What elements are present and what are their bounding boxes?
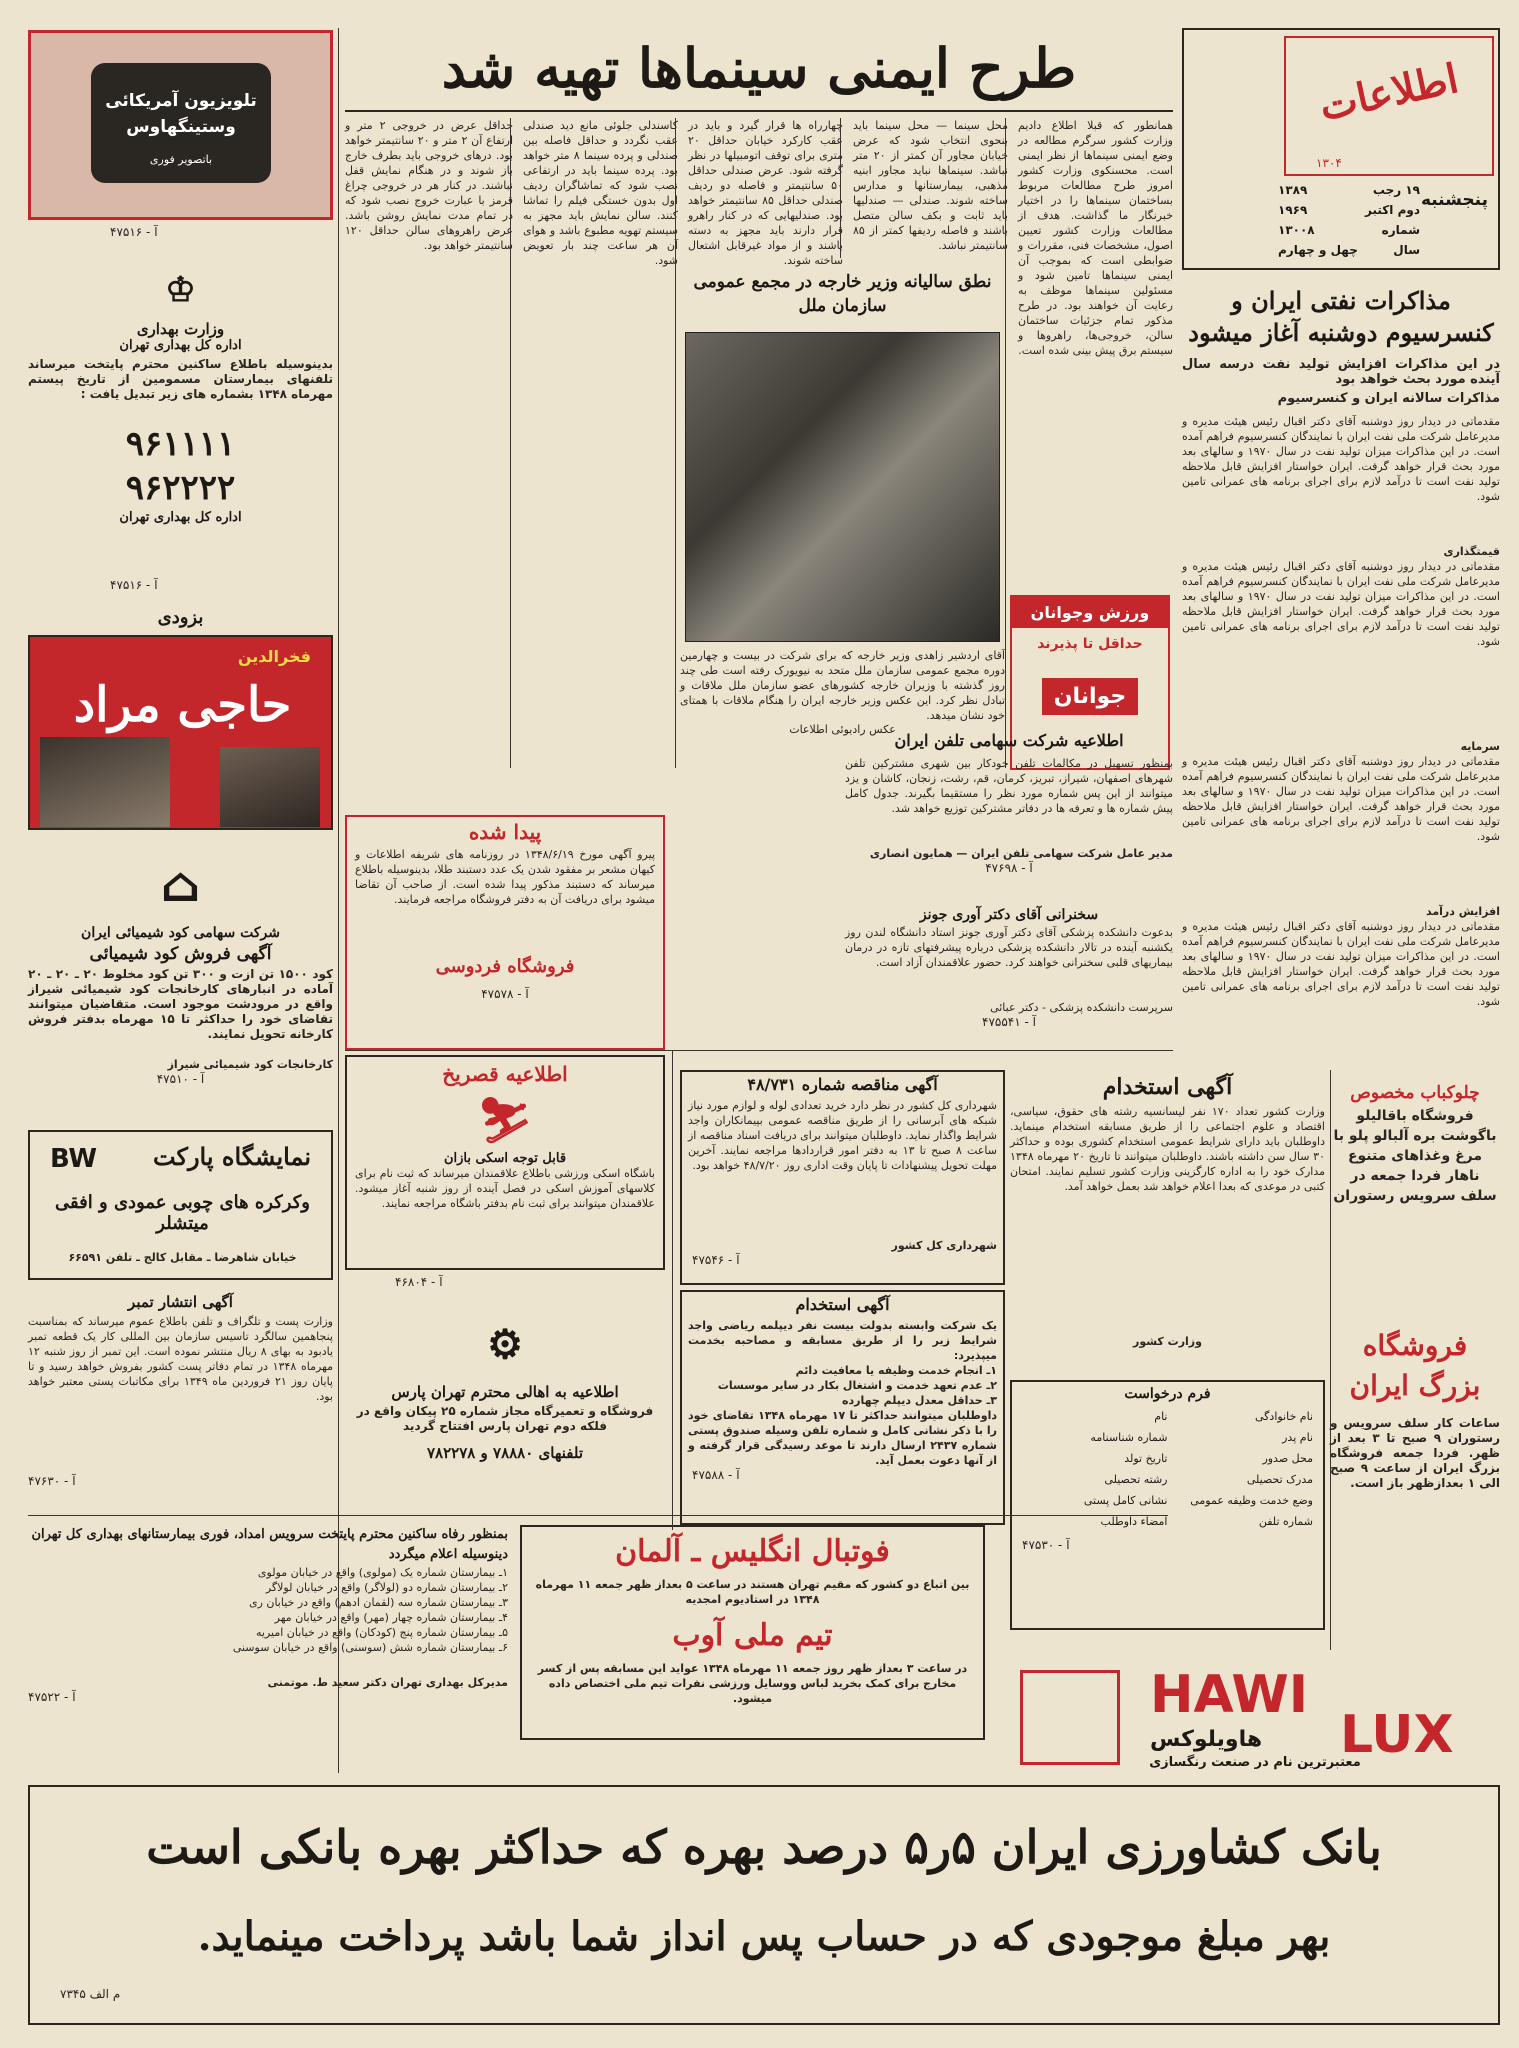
oil-body: مقدماتی در دیدار روز دوشنبه آقای دکتر اقبال رئیس هیئت مدیره و مدیرعامل شرکت ملی نفت ایران با نمایندگان کنسرسیوم فراهم آمده است. در این مذاکرات میزان تولید نفت در سال ۱۹۷۰ و سالهای بعد مورد بحث قرار خواهد گرفت. ایران خواستار افزایش قابل ملاحظه تولید نفت است تا درآمد لازم برای اجرای برنامه های عمرانی تامین شود. <box>1182 560 1500 648</box>
food-title: چلوکباب مخصوص <box>1350 1083 1480 1103</box>
sports-title: ورزش وجوانان <box>1012 597 1168 628</box>
bank-line-2: بهر مبلغ موجودی که در حساب پس انداز شما باشد پرداخت مینماید. <box>197 1913 1331 1960</box>
bank-line-1: بانک کشاورزی ایران ۵ر۵ درصد بهره که حداکثر بهره بانکی است <box>146 1820 1382 1874</box>
lost-body: پیرو آگهی مورخ ۱۳۴۸/۶/۱۹ در روزنامه های شریفه اطلاعات و کیهان مشعر بر مفقود شدن یک عدد دستبند طلا، بدینوسیله باطلاع میرساند که دستبند مذکور پیدا شده است. از صاحب آن تقاضا میشود برای دریافت آن به دفتر فروشگاه مراجعه فرمایند. <box>355 848 656 906</box>
ministry-office: اداره کل بهداری تهران <box>119 338 242 353</box>
hospitals-notice <box>28 1525 508 1745</box>
ski-title: اطلاعیه قصریخ <box>442 1062 568 1086</box>
hospital-item: ۱ـ بیمارستان شماره یک (مولوی) واقع در خیابان مولوی <box>257 1566 508 1579</box>
bank-banner <box>28 1785 1500 2025</box>
tv-ad <box>28 30 333 220</box>
hospital-item: ۲ـ بیمارستان شماره دو (لولاگر) واقع در خیابان لولاگر <box>265 1581 508 1594</box>
chem-company: شرکت سهامی کود شیمیائی ایران <box>81 925 280 941</box>
football-text: بین اتباع دو کشور که مقیم تهران هستند در ساعت ۵ بعداز ظهر جمعه ۱۱ مهرماه ۱۳۴۸ در استادیوم امجدیه <box>535 1578 970 1606</box>
photo-headline: نطق سالیانه وزیر خارجه در مجمع عمومی سازمان ملل <box>693 272 992 316</box>
photo-section <box>680 270 1005 740</box>
speech-body: بدعوت دانشکده پزشکی آقای دکتر آوری جونز استاد دانشگاه لندن روز یکشنبه آینده در تالار دانشکده پزشکی درباره پیشرفتهای تازه در درمان بیماریهای قلبی سخنرانی خواهند کرد. حضور علاقمندان آزاد است. <box>845 926 1173 969</box>
form-field[interactable]: نام <box>1154 1410 1168 1423</box>
cinema-col: کاسندلی جلوئی مانع دید صندلی عقب نگردد و حداقل فاصله بین صندلی و پرده سینما ۸ متر خواهد بود. پرده سینما باید در ارتفاعی نصب شود که تماشاگران ردیف اول بدون خستگی فیلم را تماشا کنند. سالن نمایش باید مجهز به سیستم تهویه مطبوع باشد و هوای آن هر ساعت چند بار تعویض شود. <box>523 119 678 267</box>
telephone-notice <box>845 730 1173 900</box>
hawilux-brand-2: LUX <box>1340 1705 1454 1765</box>
telephone-sign: مدیر عامل شرکت سهامی تلفن ایران — همایون انصاری <box>869 847 1173 860</box>
form-field[interactable]: نام خانوادگی <box>1255 1410 1313 1423</box>
film-title: حاجی مراد <box>73 677 292 733</box>
lost-found-ad <box>345 815 665 1050</box>
hire1-title: آگهی استخدام <box>1102 1074 1233 1100</box>
form-field[interactable]: وضع خدمت وظیفه عمومی <box>1190 1494 1313 1507</box>
hospital-item: ۳ـ بیمارستان شماره سه (لقمان ادهم) واقع در خیابان ری <box>248 1596 508 1609</box>
hospitals-title: بمنظور رفاه ساکنین محترم پایتخت سرویس امداد، فوری بیمارستانهای بهداری کل تهران دینوسیله اعلام میگردد <box>31 1527 508 1562</box>
parquet-ad <box>28 1130 333 1280</box>
oil-subhead: افزایش درآمد <box>1425 905 1500 918</box>
oil-bullet: مذاکرات سالانه ایران و کنسرسیوم <box>1277 391 1500 406</box>
form-field[interactable]: نشانی کامل پستی <box>1083 1494 1168 1507</box>
sports-line: جوانان <box>1042 678 1138 715</box>
hawilux-fa: هاویلوکس <box>1150 1727 1263 1752</box>
oil-subhead: سرمایه <box>1460 740 1500 753</box>
sports-line: حداقل تا پذیرند <box>1037 636 1143 652</box>
chem-sign: کارخانجات کود شیمیائی شیراز <box>167 1058 333 1071</box>
ministry-code: آ - ۴۷۵۱۶ <box>110 578 158 592</box>
lost-title: پیدا شده <box>468 820 542 844</box>
fertilizer-ad <box>28 845 333 1115</box>
stamp-notice <box>28 1290 333 1500</box>
pars-phones: تلفنهای ۷۸۸۸۰ و ۷۸۲۲۷۸ <box>426 1444 584 1462</box>
store-name: فروشگاه بزرگ ایران <box>1349 1329 1481 1402</box>
masthead <box>1182 28 1500 270</box>
parquet-address: خیابان شاهرضا ـ مقابل کالج ـ تلفن ۶۶۵۹۱ <box>68 1251 297 1264</box>
pars-body: فروشگاه و تعمیرگاه مجاز شماره ۲۵ پیکان واقع در فلکه دوم تهران پارس افتتاح گردید <box>356 1404 654 1433</box>
tv-title: تلویزیون آمریکائی وستینگهاوس <box>105 91 257 137</box>
hawilux-brand: HAWI <box>1150 1665 1309 1725</box>
phone-number: ۹۶۲۲۲۲ <box>125 468 236 508</box>
tv-subtitle: باتصویر فوری <box>149 153 213 166</box>
hawilux-ad <box>1010 1665 1500 1775</box>
form-field[interactable]: شماره شناسنامه <box>1090 1431 1168 1444</box>
hire2-item: ۱ـ انجام خدمت وظیفه یا معافیت دائم <box>795 1364 997 1377</box>
chem-body: کود ۱۵۰۰ تن ازت و ۳۰۰ تن کود مخلوط ۲۰ ـ ۲۰ ـ ۲۰ آماده در انبارهای کارخانجات کود شیمیائی شیراز واقع در مرودشت موجود است. متقاضیان میتوانند تقاضای خود را حداکثر تا ۱۵ مهرماه بدفتر فروش کارخانه تحویل نمایند. <box>28 967 334 1041</box>
masthead-weekday: پنجشنبه <box>1420 190 1488 210</box>
tender-code: آ - ۴۷۵۴۶ <box>692 1253 740 1267</box>
tender-notice <box>680 1070 1005 1285</box>
form-field[interactable]: محل صدور <box>1262 1452 1313 1465</box>
tender-sign: شهرداری کل کشور <box>891 1239 997 1252</box>
oil-body: مقدماتی در دیدار روز دوشنبه آقای دکتر اقبال رئیس هیئت مدیره و مدیرعامل شرکت ملی نفت ایران با نمایندگان کنسرسیوم فراهم آمده است. در این مذاکرات میزان تولید نفت در سال ۱۹۷۰ و سالهای بعد مورد بحث قرار خواهد گرفت. ایران خواستار افزایش قابل ملاحظه تولید نفت است تا درآمد لازم برای اجرای برنامه های عمرانی تامین شود. <box>1182 755 1500 843</box>
hospitals-code: آ - ۴۷۵۲۲ <box>28 1690 76 1704</box>
hire2-item: ۳ـ حداقل معدل دیپلم چهارده <box>842 1394 997 1407</box>
oil-bullet: در این مذاکرات افزایش تولید نفت درسه سال آینده مورد بحث خواهد بود <box>1182 357 1500 387</box>
application-form <box>1010 1380 1325 1630</box>
form-field[interactable]: مدرک تحصیلی <box>1246 1473 1313 1486</box>
ski-notice <box>345 1055 665 1270</box>
food-body: فروشگاه باقالیلو باگوشت بره آلبالو پلو با مرغ وغذاهای متنوع ناهار فردا جمعه در سلف سرویس رستوران <box>1333 1108 1497 1204</box>
date-row: شماره ۱۳۰۰۸ <box>1278 223 1420 237</box>
film-ad <box>28 605 333 830</box>
hawilux-tagline: معتبرترین نام در صنعت رنگسازی <box>1149 1755 1361 1770</box>
form-title: فرم درخواست <box>1124 1386 1211 1402</box>
speech-code: آ - ۴۷۵۵۴۱ <box>982 1015 1036 1029</box>
hire2-title: آگهی استخدام <box>795 1295 890 1314</box>
film-poster <box>28 635 333 830</box>
chem-code: آ - ۴۷۵۱۰ <box>156 1072 205 1086</box>
bank-code: م الف ۷۳۴۵ <box>60 1987 121 2001</box>
main-headline-box <box>345 28 1173 108</box>
ministry-body: بدینوسیله باطلاع ساکنین محترم پایتخت میرساند تلفنهای بیمارستان مسمومین از تاریخ پیستم مهرماه ۱۳۴۸ بشماره های زیر تبدیل یافت : <box>28 357 333 401</box>
lost-code: آ - ۴۷۵۷۸ <box>481 987 529 1001</box>
logo-year: ۱۳۰۴ <box>1316 156 1342 170</box>
football-ad <box>520 1525 985 1740</box>
hire2-intro: یک شرکت وابسته بدولت بیست نفر دیپلمه ریاضی واجد شرایط زیر را از طریق مسابقه و مصاحبه بخدمت میپذیرد: <box>688 1319 997 1362</box>
ski-subtitle: قابل توجه اسکی بازان <box>443 1151 567 1166</box>
date-row: ۱۹ رجب ۱۳۸۹ <box>1278 183 1420 197</box>
hire1-body: وزارت کشور تعداد ۱۷۰ نفر لیسانسیه رشته های حقوق، سیاسی، اقتصاد و علوم اجتماعی را از طریق مسابقه استخدام مینماید. داوطلبان باید دارای شرایط عمومی استخدام کشوری بوده و حداکثر ۳۰ سال سن داشته باشند. داوطلبان میتوانند تا تاریخ ۲۰ مهرماه ۱۳۴۸ مدارک خود را به اداره کارگزینی وزارت کشور تسلیم نمایند. امتحان کتبی در موعدی که بعدا اعلام خواهد شد بعمل خواهد آمد. <box>1010 1105 1325 1193</box>
film-soon: بزودی <box>157 607 204 628</box>
hire-notice-1 <box>1010 1070 1325 1370</box>
oil-title: مذاکرات نفتی ایران و کنسرسیوم دوشنبه آغاز میشود <box>1188 286 1494 347</box>
pars-notice <box>345 1310 665 1510</box>
hire-notice-2 <box>680 1290 1005 1525</box>
cinema-col: همانطور که قبلا اطلاع دادیم وزارت کشور سرگرم مطالعه در وضع ایمنی سینماها از نظر ایمنی است. محسنکوی وزارت کشور امروز طرح مطالعات مربوط بساختمان سینماها را در اختیار خبرنگار ما گذاشت. هدف از مطالعات وزارت کشور تعیین اصول، مشخصات فنی، مقررات و ضوابطی است که بموجب آن ایمنی سینماها تامین شود و مسئولین سینماها موظف به رعایت آن خواهند بود. در طرح مذکور تمام جزئیات ساختمان سالن، خروجی‌ها، راهروها و سیستم برق پیش بینی شده است. <box>1018 119 1173 357</box>
hospital-item: ۶ـ بیمارستان شماره شش (سوسنی) واقع در خیابان سوسنی <box>232 1641 508 1654</box>
football-title-2: تیم ملی آوب <box>672 1618 833 1653</box>
form-field[interactable]: تاریخ تولد <box>1124 1452 1168 1465</box>
parquet-sub: وکرکره های چوبی عمودی و افقی میتشلر <box>55 1192 310 1234</box>
date-row: دوم اکتبر ۱۹۶۹ <box>1278 203 1420 217</box>
speech-sign: سرپرست دانشکده پزشکی - دکتر عبائی <box>990 1001 1173 1014</box>
chem-title: آگهی فروش کود شیمیائی <box>89 944 272 964</box>
car-logo-icon: ⚙ <box>487 1321 523 1368</box>
cinema-col: چهارراه ها قرار گیرد و باید در عقب کارکرد خیابان حداقل ۲۰ متری برای توقف اتومبیلها در نظر گرفته شود. عرض صندلی حداقل ۵۰ سانتیمتر و فاصله دو ردیف صندلی حداقل ۸۵ سانتیمتر خواهد بود. صندلیهایی که در کنار راهرو قرار دارند باید مجهز به دسته باشند و از مواد غیرقابل اشتعال ساخته شوند. <box>688 119 843 267</box>
form-field[interactable]: نام پدر <box>1282 1431 1313 1444</box>
tv-code: آ - ۴۷۵۱۶ <box>110 225 158 239</box>
form-code: آ - ۴۷۵۳۰ <box>1022 1538 1070 1552</box>
factory-icon: ⌂ <box>160 857 201 913</box>
stamp-title: آگهی انتشار تمبر <box>128 1293 233 1311</box>
hospital-item: ۴ـ بیمارستان شماره چهار (مهر) واقع در خیابان مهر <box>274 1611 508 1624</box>
oil-body: مقدماتی در دیدار روز دوشنبه آقای دکتر اقبال رئیس هیئت مدیره و مدیرعامل شرکت ملی نفت ایران با نمایندگان کنسرسیوم فراهم آمده است. در این مذاکرات میزان تولید نفت در سال ۱۹۷۰ و سالهای بعد مورد بحث قرار خواهد گرفت. ایران خواستار افزایش قابل ملاحظه تولید نفت است تا درآمد لازم برای اجرای برنامه های عمرانی تامین شود. <box>1182 415 1500 503</box>
skier-icon: ⛷ <box>477 1095 533 1146</box>
ministry-name: وزارت بهداری <box>136 320 225 338</box>
telephone-title: اطلاعیه شرکت سهامی تلفن ایران <box>894 731 1124 750</box>
pars-title: اطلاعیه به اهالی محترم تهران پارس <box>391 1383 619 1401</box>
football-text: در ساعت ۳ بعداز ظهر روز جمعه ۱۱ مهرماه ۱۳۴۸ عواید این مسابقه پس از کسر مخارج برای کمک بخرید لباس ووسایل ورزشی نفرات تیم ملی اختصاص داده میشود. <box>537 1662 968 1705</box>
masthead-dates <box>1274 180 1424 260</box>
film-actor: فخرالدین <box>237 647 311 666</box>
newspaper-logo: اطلاعات <box>1315 54 1463 131</box>
emblem-icon: ♔ <box>165 270 196 310</box>
store-hours: ساعات کار سلف سرویس و رستوران ۹ صبح تا ۳ بعد از ظهر. فردا جمعه فروشگاه بزرگ ایران از ساعت ۹ صبح الی ۱ بعدازظهر باز است. <box>1330 1416 1501 1490</box>
foreign-minister-photo <box>685 332 1000 642</box>
logo-box <box>1284 36 1494 176</box>
photo-source: عکس رادیوئی اطلاعات <box>789 723 896 736</box>
oil-subhead: قیمتگذاری <box>1443 545 1500 558</box>
tender-title: آگهی مناقصه شماره ۴۸/۷۳۱ <box>747 1075 938 1094</box>
speech-notice <box>845 905 1173 1040</box>
football-title: فوتبال انگلیس ـ آلمان <box>615 1534 890 1569</box>
date-row: سال چهل و چهارم <box>1278 243 1420 257</box>
parquet-brand: BW <box>50 1144 98 1174</box>
lost-sign: فروشگاه فردوسی <box>435 956 575 977</box>
main-headline: طرح ایمنی سینماها تهیه شد <box>441 36 1077 100</box>
hire2-outro: داوطلبان میتوانند حداکثر تا ۱۷ مهرماه ۱۳۴۸ تقاضای خود را با ذکر نشانی کامل و شماره تلفن وسیله صندوق پستی شماره ۲۴۳۷ ارسال دارند تا موعد رسیدگی قرار گرفته و از آنها دعوت بعمل آید. <box>688 1409 997 1467</box>
hospitals-sign: مدیرکل بهداری تهران دکتر سعید ط. موتمنی <box>267 1676 508 1689</box>
ministry-sign: اداره کل بهداری تهران <box>119 510 242 525</box>
speech-title: سخنرانی آقای دکتر آوری جونز <box>919 907 1099 923</box>
phone-number: ۹۶۱۱۱۱ <box>125 424 236 464</box>
hire2-code: آ - ۴۷۵۸۸ <box>692 1468 740 1482</box>
store-ad <box>1330 1080 1500 1640</box>
ski-code: آ - ۴۶۸۰۴ <box>395 1275 443 1289</box>
hire1-sign: وزارت کشور <box>1133 1335 1202 1348</box>
hawilux-logo <box>1020 1670 1120 1765</box>
telephone-body: بمنظور تسهیل در مکالمات تلفن خودکار بین شهری مشترکین تلفن شهرهای اصفهان، شیراز، تبریز، کرمان، قم، رشت، زنجان، کاشان و یزد میتوانند از این پس شماره مورد نظر را مستقیما بگیرند. جدول کامل پیش شماره ها و تعرفه ها در دفاتر مشترکین توزیع خواهد شد. <box>845 757 1173 815</box>
photo-body: آقای اردشیر زاهدی وزیر خارجه که برای شرکت در بیست و چهارمین دوره مجمع عمومی سازمان ملل متحد به نیویورک رفته است طی چند روز گذشته با وزیران خارجه کشورهای عضو سازمان ملل ملاقات و تبادل نظر کرد. این عکس وزیر خارجه ایران را هنگام ملاقات با همتای خود نشان میدهد. <box>680 649 1005 722</box>
tender-body: شهرداری کل کشور در نظر دارد خرید تعدادی لوله و لوازم مورد نیاز شبکه های آبرسانی را از طریق مناقصه عمومی بپیمانکاران واجد شرایط واگذار نماید. داوطلبان میتوانند برای دریافت اسناد مناقصه از ساعت ۸ صبح تا ۱۳ به دفتر امور قراردادها مراجعه نمایند. آخرین مهلت تحویل پیشنهادات تا پایان وقت اداری روز ۴۸/۷/۲۰ خواهد بود. <box>688 1099 997 1172</box>
stamp-body: وزارت پست و تلگراف و تلفن باطلاع عموم میرساند که بمناسبت پنجاهمین سالگرد تاسیس سازمان بین المللی کار یک قطعه تمبر یادبود به بهای ۸ ریال منتشر نموده است. این تمبر از روز شنبه ۱۲ مهرماه ۱۳۴۸ در تمام دفاتر پست کشور بفروش خواهد رسید و تا پایان روز ۲۱ فروردین ماه ۱۳۴۹ برای مکاتبات پستی معتبر خواهد بود. <box>28 1315 334 1403</box>
health-ministry-notice <box>28 260 333 605</box>
cinema-col: حداقل عرض در خروجی ۲ متر و ارتفاع آن ۲ متر و ۲۰ سانتیمتر خواهد بود. درهای خروجی باید بطرف خارج باز شوند و در هنگام نمایش قفل نباشند. در کنار هر در خروجی چراغ قرمز با عبارت خروج نصب شود که در تمام مدت نمایش روشن باشد. عرض راهروهای سالن حداقل ۱۲۰ سانتیمتر خواهد بود. <box>345 119 514 252</box>
form-field[interactable]: امضاء داوطلب <box>1100 1515 1168 1528</box>
hospital-item: ۵ـ بیمارستان شماره پنج (کودکان) واقع در خیابان امیریه <box>256 1626 508 1639</box>
stamp-code: آ - ۴۷۶۳۰ <box>28 1474 76 1488</box>
ski-body: باشگاه اسکی ورزشی باطلاع علاقمندان میرساند که ثبت نام برای کلاسهای آموزش اسکی در فصل آینده از روز شنبه آغاز میشود. علاقمندان میتوانند برای ثبت نام بدفتر باشگاه مراجعه نمایند. <box>355 1167 655 1210</box>
oil-article <box>1182 285 1500 1055</box>
parquet-title: نمایشگاه پارکت <box>152 1142 311 1171</box>
cinema-col: محل سینما — محل سینما باید بنحوی انتخاب شود که عرض خیابان مجاور آن کمتر از ۲۰ متر نباشد. سینماها نباید مجاور ابنیه مذهبی، بیمارستانها و مدارس ساخته شوند. صندلی — صندلیها باید ثابت و بکف سالن متصل باشند و فاصله ردیفها کمتر از ۸۵ سانتیمتر نباشد. <box>853 119 1009 252</box>
oil-body: مقدماتی در دیدار روز دوشنبه آقای دکتر اقبال رئیس هیئت مدیره و مدیرعامل شرکت ملی نفت ایران با نمایندگان کنسرسیوم فراهم آمده است. در این مذاکرات میزان تولید نفت در سال ۱۹۷۰ و سالهای بعد مورد بحث قرار خواهد گرفت. ایران خواستار افزایش قابل ملاحظه تولید نفت است تا درآمد لازم برای اجرای برنامه های عمرانی تامین شود. <box>1182 920 1500 1008</box>
form-field[interactable]: رشته تحصیلی <box>1104 1473 1168 1486</box>
form-field[interactable]: شماره تلفن <box>1258 1515 1313 1528</box>
hire2-item: ۲ـ عدم تعهد خدمت و اشتغال بکار در سایر موسسات <box>717 1379 997 1392</box>
telephone-code: آ - ۴۷۶۹۸ <box>985 861 1033 875</box>
